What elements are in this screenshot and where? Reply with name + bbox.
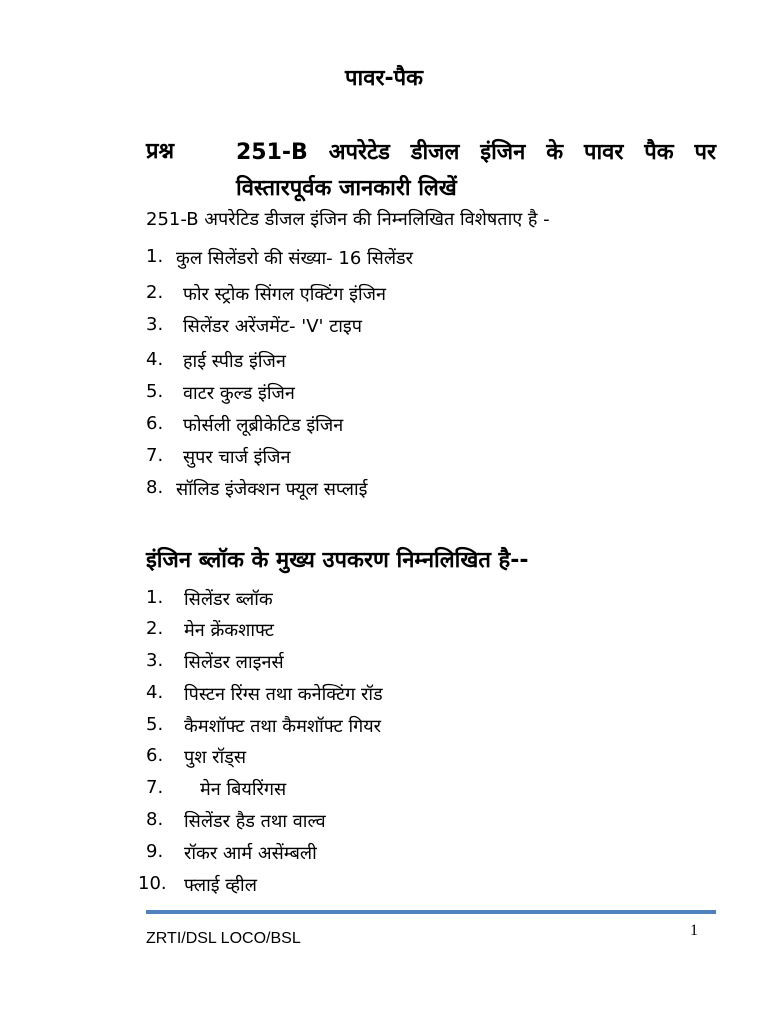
section-heading: इंजिन ब्लॉक के मुख्य उपकरण निम्नलिखित है-- — [146, 548, 529, 573]
list-item-number: 8. — [146, 477, 164, 498]
list-item-number: 4. — [146, 682, 164, 703]
list-item-text: पुश रॉड्स — [184, 747, 247, 768]
list-item-text: सिलेंडर अरेंजमेंट- 'V' टाइप — [183, 316, 362, 337]
list-item-text: सिलेंडर लाइनर्स — [184, 652, 284, 673]
list-item-number: 3. — [146, 314, 164, 335]
list-item-text: कुल सिलेंडरो की संख्या- 16 सिलेंडर — [176, 248, 414, 269]
list-item-number: 8. — [146, 809, 164, 830]
list-item-text: सॉलिड इंजेक्शन फ्यूल सप्लाई — [176, 479, 368, 500]
list-item-text: सिलेंडर ब्लॉक — [184, 589, 273, 610]
list-item-number: 7. — [146, 445, 164, 466]
list-item-text: फोर स्ट्रोक सिंगल एक्टिंग इंजिन — [183, 284, 386, 305]
list-item-number: 10. — [138, 873, 167, 894]
question-label: प्रश्न — [146, 139, 175, 164]
page-title: पावर-पैक — [345, 66, 423, 91]
list-item-text: वाटर कुल्ड इंजिन — [183, 383, 295, 404]
list-item-number: 5. — [146, 381, 164, 402]
list-item-text: हाई स्पीड इंजिन — [183, 351, 286, 372]
list-item-number: 4. — [146, 349, 164, 370]
list-item-number: 6. — [146, 413, 164, 434]
list-item-number: 1. — [146, 587, 164, 608]
footer-text: ZRTI/DSL LOCO/BSL — [146, 930, 301, 947]
list-item-number: 2. — [146, 282, 164, 303]
list-item-text: सिलेंडर हैड तथा वाल्व — [184, 811, 326, 832]
list-item-number: 2. — [146, 618, 164, 639]
footer-rule — [146, 910, 716, 914]
list-item-text: कैमशॉफ्ट तथा कैमशॉफ्ट गियर — [184, 716, 382, 737]
list-item-text: मेन बियरिंगस — [200, 779, 287, 800]
list-item-text: फोर्सली लूब्रीकेटिड इंजिन — [183, 415, 344, 436]
page-number: 1 — [690, 922, 698, 939]
list-item-text: फ्लाई व्हील — [184, 875, 257, 896]
list-item-number: 1. — [146, 246, 164, 267]
intro-text: 251-B अपरेटिड डीजल इंजिन की निम्नलिखित विशेषताए है - — [146, 209, 550, 230]
list-item-number: 9. — [146, 841, 164, 862]
list-item-text: मेन क्रेंकशाफ्ट — [184, 620, 274, 641]
list-item-text: सुपर चार्ज इंजिन — [183, 447, 291, 468]
list-item-number: 6. — [146, 745, 164, 766]
list-item-number: 5. — [146, 714, 164, 735]
question-text: 251-B अपरेटेड डीजल इंजिन के पावर पैक पर विस्तारपूर्वक जानकारी लिखें — [236, 140, 716, 201]
list-item-number: 7. — [146, 777, 164, 798]
list-item-text: पिस्टन रिंग्स तथा कनेक्टिंग रॉड — [184, 684, 383, 705]
list-item-text: रॉकर आर्म असेंम्बली — [184, 843, 317, 864]
list-item-number: 3. — [146, 650, 164, 671]
